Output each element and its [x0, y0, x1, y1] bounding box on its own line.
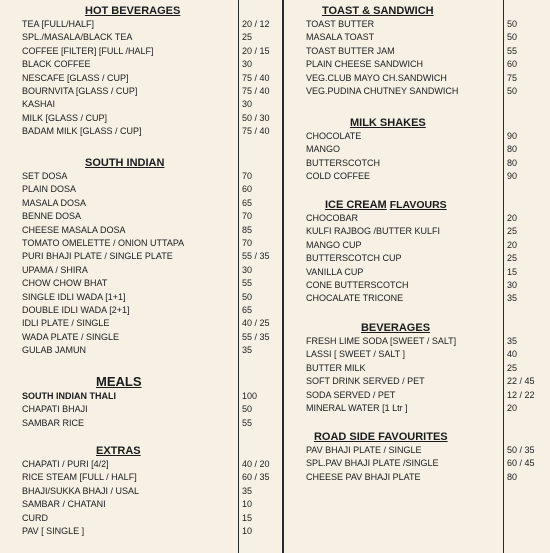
item-price: 25	[242, 32, 253, 43]
item-price: 25	[506, 226, 517, 237]
section-toast-sandwich	[284, 4, 550, 98]
item-name: VEG.CLUB MAYO CH.SANDWICH	[305, 72, 447, 83]
item-name: MINERAL WATER [1 Ltr ]	[305, 402, 408, 413]
item-name: BHAJI/SUKKA BHAJI / USAL	[22, 485, 140, 496]
item-price: 75 / 40	[242, 72, 270, 83]
item-price: 25	[506, 362, 517, 373]
item-name: CHOW CHOW BHAT	[22, 278, 108, 289]
menu-item	[0, 72, 282, 85]
item-price: 75	[506, 72, 517, 83]
item-name: MASALA DOSA	[22, 197, 87, 208]
item-price: 22 / 45	[506, 376, 535, 387]
item-price: 55 / 35	[242, 251, 270, 262]
menu-item	[0, 112, 282, 125]
section-ice-cream	[284, 198, 550, 306]
menu-item	[284, 130, 550, 143]
menu-item	[284, 157, 550, 170]
menu-item	[0, 304, 282, 317]
item-name: FRESH LIME SODA [SWEET / SALT]	[305, 336, 457, 346]
section-heading	[284, 4, 550, 18]
item-name: TOMATO OMELETTE / ONION UTTAPA	[22, 237, 185, 248]
item-price: 85	[242, 224, 253, 235]
item-name: VEG.PUDINA CHUTNEY SANDWICH	[305, 85, 459, 96]
menu-item	[0, 125, 282, 138]
item-name: MILK [GLASS / CUP]	[22, 112, 108, 123]
item-name: MANGO CUP	[305, 239, 362, 250]
item-price: 90	[506, 171, 517, 182]
menu-item	[0, 317, 282, 330]
item-name: GULAB JAMUN	[22, 345, 87, 356]
item-price: 60 / 45	[506, 458, 535, 469]
item-name: PAV [ SINGLE ]	[22, 525, 85, 536]
section-title: EXTRAS	[96, 445, 141, 457]
section-beverages	[284, 321, 550, 415]
section-heading	[0, 156, 282, 170]
item-price: 90	[506, 131, 517, 141]
item-name: SODA SERVED / PET	[305, 389, 396, 400]
section-title: HOT BEVERAGES	[85, 5, 181, 17]
item-name: LASSI [ SWEET / SALT ]	[305, 349, 406, 360]
menu-item	[0, 485, 282, 498]
item-name: BUTTER MILK	[305, 362, 366, 373]
item-price: 30	[242, 99, 253, 110]
item-name: SINGLE IDLI WADA [1+1]	[22, 291, 126, 302]
item-name: COLD COFFEE	[305, 171, 370, 182]
item-price: 75 / 40	[242, 85, 270, 96]
section-title: MILK SHAKES	[349, 117, 426, 129]
item-name: SAMBAR / CHATANI	[22, 499, 106, 510]
menu-item	[0, 403, 282, 416]
menu-item	[284, 389, 550, 402]
item-price: 55	[242, 278, 253, 289]
section-title: ROAD SIDE FAVOURITES	[313, 431, 448, 443]
menu-item	[284, 239, 550, 252]
item-price: 20	[506, 239, 517, 250]
item-price: 50 / 35	[506, 445, 535, 455]
menu-item	[284, 444, 550, 457]
item-price: 70	[242, 211, 253, 222]
menu-item	[284, 58, 550, 71]
menu-item	[0, 31, 282, 44]
menu-item	[0, 512, 282, 525]
section-extras	[0, 444, 282, 538]
item-price: 25	[506, 253, 517, 264]
menu-item	[0, 58, 282, 71]
menu-item	[284, 292, 550, 305]
menu-item	[284, 72, 550, 85]
menu-item	[0, 498, 282, 511]
item-price: 70	[242, 171, 253, 181]
menu-item	[284, 402, 550, 415]
menu-item	[284, 252, 550, 265]
item-price: 40 / 20	[242, 459, 270, 469]
item-name: TOAST BUTTER JAM	[305, 45, 395, 56]
item-price: 80	[506, 471, 517, 482]
item-price: 80	[506, 157, 517, 168]
item-price: 60	[242, 184, 253, 195]
menu-item	[0, 344, 282, 357]
item-price: 50 / 30	[242, 112, 270, 123]
section-heading	[284, 430, 550, 444]
section-heading	[0, 444, 282, 458]
item-name: COFFEE [FILTER] [FULL /HALF]	[22, 45, 154, 56]
item-price: 60 / 35	[242, 472, 270, 483]
item-name: VANILLA CUP	[305, 266, 364, 277]
menu-item	[0, 183, 282, 196]
menu-item	[0, 210, 282, 223]
section-road-side	[284, 430, 550, 484]
menu-item	[0, 264, 282, 277]
item-price: 35	[506, 293, 517, 304]
menu-item	[0, 390, 282, 403]
menu-item	[284, 266, 550, 279]
item-price: 30	[242, 264, 253, 275]
item-name: PLAIN CHEESE SANDWICH	[305, 59, 423, 70]
item-price: 40 / 25	[242, 318, 270, 329]
item-price: 15	[506, 266, 517, 277]
item-name: PLAIN DOSA	[22, 184, 77, 195]
menu-item	[284, 348, 550, 361]
menu-item	[284, 375, 550, 388]
item-name: BENNE DOSA	[22, 211, 82, 222]
menu-item	[284, 31, 550, 44]
menu-item	[0, 291, 282, 304]
menu-item	[0, 237, 282, 250]
item-price: 50	[506, 32, 517, 43]
section-south-indian	[0, 156, 282, 357]
item-name: CHOCOLATE	[305, 131, 362, 141]
item-name: MASALA TOAST	[305, 32, 375, 43]
item-price: 80	[506, 144, 517, 155]
item-name: SPL.PAV BHAJI PLATE /SINGLE	[305, 458, 439, 469]
item-name: SAMBAR RICE	[22, 417, 85, 428]
item-price: 10	[242, 499, 253, 510]
item-name: IDLI PLATE / SINGLE	[22, 318, 110, 329]
menu-item	[0, 98, 282, 111]
item-name: DOUBLE IDLI WADA [2+1]	[22, 304, 130, 315]
item-price: 60	[506, 59, 517, 70]
section-milk-shakes	[284, 116, 550, 184]
item-price: 65	[242, 304, 253, 315]
item-name: CONE BUTTERSCOTCH	[305, 279, 409, 290]
item-name: SPL./MASALA/BLACK TEA	[22, 32, 133, 43]
item-name: TOAST BUTTER	[305, 19, 375, 29]
item-price: 75 / 40	[242, 126, 270, 137]
menu-item	[0, 224, 282, 237]
item-price: 50	[506, 85, 517, 96]
item-price: 20	[506, 402, 517, 413]
item-price: 50	[506, 19, 517, 29]
section-heading	[284, 321, 550, 335]
item-price: 30	[242, 59, 253, 70]
menu-item	[0, 45, 282, 58]
item-price: 55 / 35	[242, 331, 270, 342]
item-price: 20 / 15	[242, 45, 270, 56]
item-name: PURI BHAJI PLATE / SINGLE PLATE	[22, 251, 173, 262]
item-name: RICE STEAM [FULL / HALF]	[22, 472, 137, 483]
item-name: CURD	[22, 512, 48, 523]
item-price: 50	[242, 404, 253, 415]
menu-item	[284, 362, 550, 375]
menu-item	[284, 457, 550, 470]
item-price: 40	[506, 349, 517, 360]
item-name: SET DOSA	[22, 171, 68, 181]
menu-item	[0, 197, 282, 210]
section-heading	[0, 4, 282, 18]
item-name: MANGO	[305, 144, 340, 155]
menu-item	[284, 212, 550, 225]
menu-item	[284, 143, 550, 156]
item-name: TEA [FULL/HALF]	[22, 19, 95, 29]
item-price: 35	[506, 336, 517, 346]
item-name: BADAM MILK [GLASS / CUP]	[22, 126, 142, 137]
menu-item	[0, 458, 282, 471]
item-price: 55	[506, 45, 517, 56]
menu-item	[0, 250, 282, 263]
item-price: 10	[242, 525, 253, 536]
item-name: BUTTERSCOTCH CUP	[305, 253, 402, 264]
menu-item	[0, 85, 282, 98]
menu-item	[0, 525, 282, 538]
section-hot-beverages	[0, 4, 282, 139]
item-price: 100	[242, 391, 258, 401]
section-title-suffix: FLAVOURS	[389, 199, 447, 211]
item-price: 35	[242, 485, 253, 496]
item-name: NESCAFE [GLASS / CUP]	[22, 72, 129, 83]
menu-item	[0, 417, 282, 430]
section-heading	[284, 116, 550, 130]
item-name: SOUTH INDIAN THALI	[22, 391, 116, 401]
item-name: BOURNVITA [GLASS / CUP]	[22, 85, 138, 96]
right-column	[284, 0, 550, 553]
item-name: SOFT DRINK SERVED / PET	[305, 376, 425, 387]
menu-item	[284, 85, 550, 98]
menu-item	[284, 335, 550, 348]
menu-item	[0, 471, 282, 484]
section-meals	[0, 374, 282, 430]
item-name: CHEESE MASALA DOSA	[22, 224, 126, 235]
item-name: CHAPATI / PURI [4/2]	[22, 459, 109, 469]
item-name: CHOCALATE TRICONE	[305, 293, 404, 304]
section-heading	[284, 198, 550, 212]
item-name: PAV BHAJI PLATE / SINGLE	[305, 445, 422, 455]
item-price: 55	[242, 417, 253, 428]
menu-item	[284, 225, 550, 238]
item-name: KULFI RAJBOG /BUTTER KULFI	[305, 226, 440, 237]
item-price: 70	[242, 237, 253, 248]
menu-item	[284, 18, 550, 31]
section-title: SOUTH INDIAN	[85, 157, 165, 169]
section-heading	[0, 374, 282, 390]
menu-item	[0, 18, 282, 31]
item-name: BUTTERSCOTCH	[305, 157, 380, 168]
menu-item	[284, 279, 550, 292]
item-name: UPAMA / SHIRA	[22, 264, 88, 275]
item-name: WADA PLATE / SINGLE	[22, 331, 120, 342]
section-title: MEALS	[96, 374, 142, 389]
menu-item	[0, 277, 282, 290]
menu-item	[284, 170, 550, 183]
item-price: 35	[242, 345, 253, 356]
section-title: TOAST & SANDWICH	[321, 5, 434, 17]
item-price: 50	[242, 291, 253, 302]
item-price: 65	[242, 197, 253, 208]
item-name: CHEESE PAV BHAJI PLATE	[305, 471, 421, 482]
item-name: BLACK COFFEE	[22, 59, 91, 70]
item-price: 30	[506, 279, 517, 290]
section-title: BEVERAGES	[360, 322, 431, 334]
menu-item	[284, 45, 550, 58]
menu-item	[0, 331, 282, 344]
item-name: KASHAI	[22, 99, 56, 110]
item-name: CHOCOBAR	[305, 213, 358, 223]
section-title: ICE CREAM	[324, 199, 387, 211]
item-price: 15	[242, 512, 253, 523]
item-name: CHAPATI BHAJI	[22, 404, 88, 415]
item-price: 12 / 22	[506, 389, 535, 400]
item-price: 20	[506, 213, 517, 223]
menu-item	[284, 471, 550, 484]
item-price: 20 / 12	[242, 19, 270, 29]
menu-item	[0, 170, 282, 183]
